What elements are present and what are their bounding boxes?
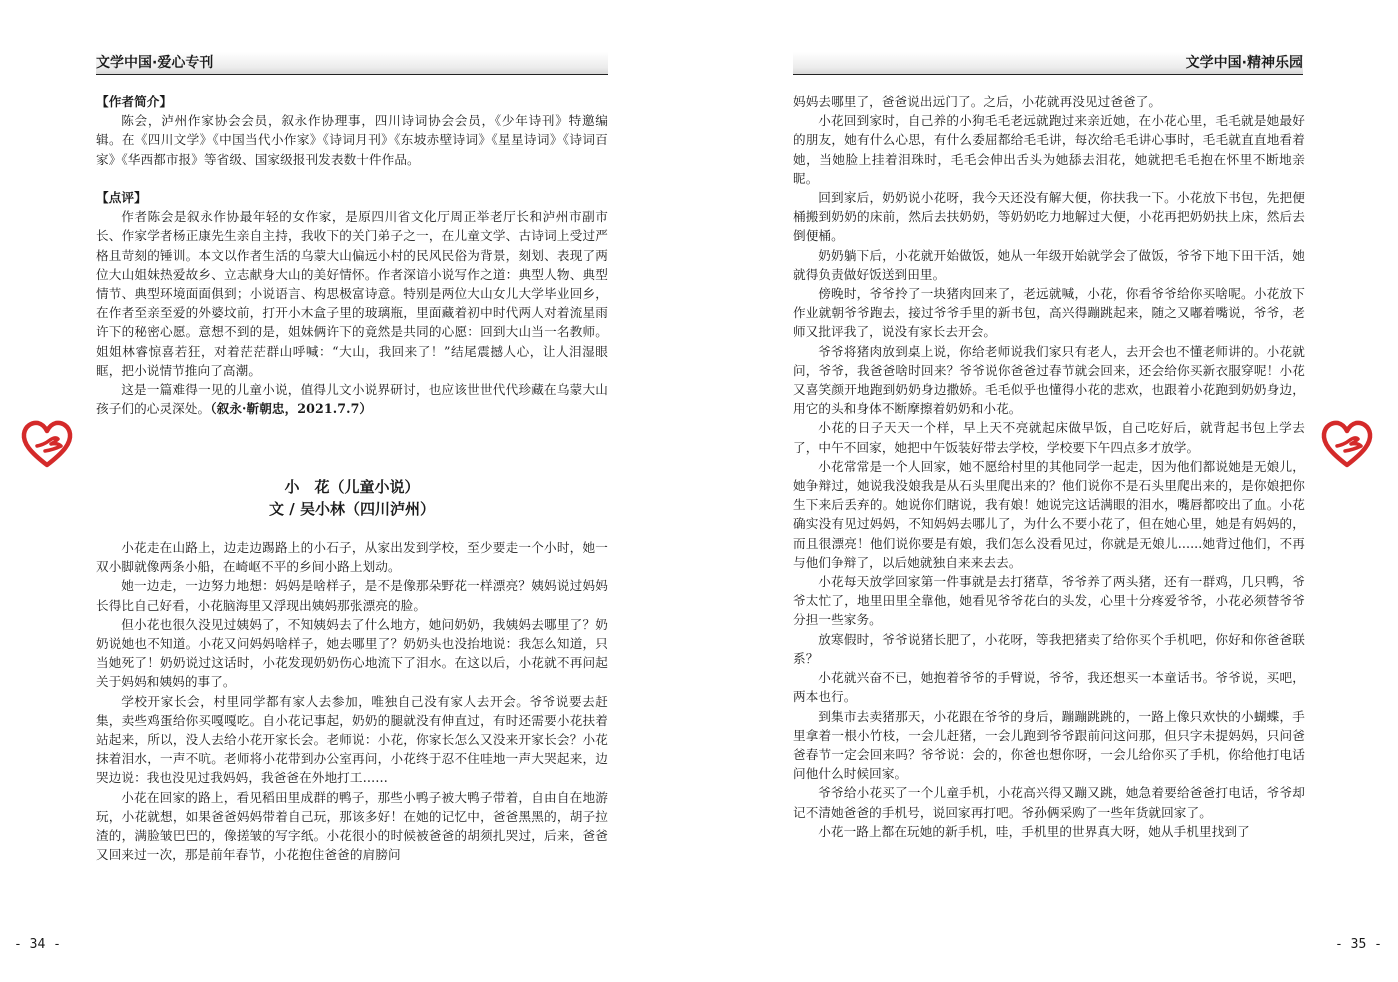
- page-number-right: - 35 -: [1335, 937, 1382, 952]
- story-body-right: [793, 92, 1305, 841]
- story-byline: 文 / 吴小林（四川泸州）: [269, 500, 435, 518]
- story-paragraph: 回到家后，奶奶说小花呀，我今天还没有解大便，你扶我一下。小花放下书包，先把便桶搬到奶奶的床前，然后去扶奶奶，等奶奶吃力地解过大便，小花再把奶奶扶上床，然后去倒便桶。: [793, 190, 1305, 244]
- review-closing-text: 这是一篇难得一见的儿童小说，值得儿文小说界研讨，也应该世世代代珍藏在乌蒙大山孩子们的心灵深处。: [96, 382, 608, 417]
- story-body-left: [96, 538, 608, 864]
- author-intro-text: 陈会，泸州作家协会会员，叙永作协理事，四川诗词协会会员，《少年诗刊》特邀编辑。在《四川文学》《中国当代小作家》《诗词月刊》《东坡赤壁诗词》《星星诗词》《诗词百家》《华西都市报》等省级、国家级报刊发表数十件作品。: [96, 113, 608, 167]
- story-paragraph: 小花走在山路上，边走边踢路上的小石子，从家出发到学校，至少要走一个小时，她一双小脚就像两条小船，在崎岖不平的乡间小路上划动。: [96, 540, 608, 575]
- story-paragraph: 小花在回家的路上，看见稻田里成群的鸭子，那些小鸭子被大鸭子带着，自由自在地游玩，小花就想，如果爸爸妈妈带着自己玩，那该多好！在她的记忆中，爸爸黑黑的，胡子拉渣的，满脸皱巴巴的，像搓皱的写字纸。小花很小的时候被爸爸的胡须扎哭过，后来，爸爸又回来过一次，那是前年春节，小花抱住爸爸的肩膀问: [96, 789, 608, 863]
- story-paragraph: 小花的日子天天一个样，早上天不亮就起床做早饭，自己吃好后，就背起书包上学去了，中午不回家，她把中午饭装好带去学校，学校要下午四点多才放学。: [793, 420, 1305, 455]
- story-paragraph: 小花一路上都在玩她的新手机，哇，手机里的世界真大呀，她从手机里找到了: [818, 823, 1250, 839]
- left-page-header: 文学中国·爱心专刊: [96, 52, 608, 75]
- author-intro-label: 【作者简介】: [96, 94, 173, 109]
- author-intro-section: [96, 92, 608, 169]
- heart-hand-icon: [20, 418, 74, 470]
- story-continuation-line: 妈妈去哪里了，爸爸说出远门了。之后，小花就再没见过爸爸了。: [793, 94, 1162, 109]
- story-paragraph: 到集市去卖猪那天，小花跟在爷爷的身后，蹦蹦跳跳的，一路上像只欢快的小蝴蝶，手里拿着一根小竹枝，一会儿赶猪，一会儿跑到爷爷跟前问这问那，但只字未提妈妈，只问爸爸春节一定会回来吗？爷爷说：会的，你爸也想你呀，一会儿给你买了手机，你给他打电话问他什么时候回家。: [793, 708, 1305, 782]
- story-paragraph: 爷爷将猪肉放到桌上说，你给老师说我们家只有老人，去开会也不懂老师讲的。小花就问，爷爷，我爸爸啥时回来？爷爷说你爸爸过春节就会回来，还会给你买新衣服穿呢！小花又喜笑颜开地跑到奶奶身边撒娇。毛毛似乎也懂得小花的悲欢，也跟着小花跑到奶奶身边，用它的头和身体不断摩擦着奶奶和小花。: [793, 343, 1305, 417]
- story-paragraph: 小花就兴奋不已，她抱着爷爷的手臂说，爷爷，我还想买一本童话书。爷爷说，买吧，两本也行。: [793, 670, 1305, 705]
- story-paragraph: 小花回到家时，自己养的小狗毛毛老远就跑过来亲近她，在小花心里，毛毛就是她最好的朋友，她有什么心思，有什么委屈都给毛毛讲，每次给毛毛讲心事时，毛毛就直直地看着她，当她脸上挂着泪珠时，毛毛会伸出舌头为她舔去泪花，她就把毛毛抱在怀里不断地亲昵。: [793, 113, 1305, 186]
- story-title: 小 花（儿童小说）: [284, 478, 420, 496]
- story-paragraph: 小花常常是一个人回家，她不愿给村里的其他同学一起走，因为他们都说她是无娘儿，她争辩过，她说我没娘我是从石头里爬出来的？他们说你不是石头里爬出来的，是你娘把你生下来后丢弃的。她说你们瞎说，我有娘！她说完这话满眼的泪水，嘴唇都咬出了血。小花确实没有见过妈妈，不知妈妈去哪儿了，为什么不要小花了，但在她心里，她是有妈妈的，而且很漂亮！他们说你要是有娘，我们怎么没看见过，你就是无娘儿......她背过他们，不再与他们争辩了，以后她就独自来来去去。: [793, 458, 1305, 570]
- review-paragraph: [96, 380, 608, 418]
- story-paragraph: 傍晚时，爷爷拎了一块猪肉回来了，老远就喊，小花，你看爷爷给你买啥呢。小花放下作业就朝爷爷跑去，接过爷爷手里的新书包，高兴得蹦跳起来，随之又嘟着嘴说，爷爷，老师又批评我了，说没有家长去开会。: [793, 286, 1305, 340]
- right-page: [699, 0, 1398, 982]
- review-signature: （叙永·靳朝忠，2021.7.7）: [210, 401, 373, 417]
- story-paragraph: 放寒假时，爷爷说猪长肥了，小花呀，等我把猪卖了给你买个手机吧，你好和你爸爸联系？: [793, 631, 1305, 666]
- review-section: [96, 188, 608, 418]
- story-paragraph: 学校开家长会，村里同学都有家人去参加，唯独自己没有家人去开会。爷爷说要去赶集，卖些鸡蛋给你买嘎嘎吃。自小花记事起，奶奶的腿就没有伸直过，有时还需要小花扶着站起来，所以，没人去给小花开家长会。老师说：小花，你家长怎么又没来开家长会？小花抹着泪水，一声不吭。老师将小花带到办公室再问，小花终于忍不住哇地一声大哭起来，边哭边说：我也没见过我妈妈，我爸爸在外地打工……: [96, 693, 608, 786]
- story-paragraph: 小花每天放学回家第一件事就是去打猪草，爷爷养了两头猪，还有一群鸡，几只鸭，爷爷太忙了，地里田里全靠他，她看见爷爷花白的头发，心里十分疼爱爷爷，小花必须替爷爷分担一些家务。: [793, 574, 1305, 628]
- review-paragraph: 作者陈会是叙永作协最年轻的女作家，是原四川省文化厅周正举老厅长和泸州市副市长、作家学者杨正康先生亲自主持，我收下的关门弟子之一，在儿童文学、古诗词上受过严格且苛刻的锤训。本文以作者生活的乌蒙大山偏远小村的民风民俗为背景，刻划、表现了两位大山姐妹热爱故乡、立志献身大山的美好情怀。作者深谙小说写作之道：典型人物、典型情节、典型环境面面俱到；小说语言、构思极富诗意。特别是两位大山女儿大学毕业回乡，在作者至亲至爱的外婆坟前，打开小木盒子里的玻璃瓶，里面藏着初中时代两人对着流星雨许下的秘密心愿。意想不到的是，姐妹俩许下的竟然是共同的心愿：回到大山当一名教师。姐姐林睿惊喜若狂，对着茫茫群山呼喊：“大山，我回来了！”结尾震撼人心，让人泪湿眼眶，把小说情节推向了高潮。: [96, 209, 608, 378]
- story-paragraph: 爷爷给小花买了一个儿童手机，小花高兴得又蹦又跳，她急着要给爸爸打电话，爷爷却记不清她爸爸的手机号，说回家再打吧。爷孙俩采购了一些年货就回家了。: [793, 785, 1305, 820]
- heart-hand-icon: [1320, 418, 1374, 470]
- right-page-header: 文学中国·精神乐园: [793, 52, 1303, 75]
- story-paragraph: 但小花也很久没见过姨妈了，不知姨妈去了什么地方，她问奶奶，我姨妈去哪里了？奶奶说她也不知道。小花又问妈妈啥样子，她去哪里了？奶奶头也没抬地说：我怎么知道，只当她死了！奶奶说过这话时，小花发现奶奶伤心地流下了泪水。在这以后，小花就不再问起关于妈妈和姨妈的事了。: [96, 616, 608, 690]
- page-number-left: - 34 -: [14, 937, 61, 952]
- review-label: 【点评】: [96, 190, 147, 205]
- story-paragraph: 奶奶躺下后，小花就开始做饭，她从一年级开始就学会了做饭，爷爷下地下田干活，她就得负责做好饭送到田里。: [793, 247, 1305, 282]
- story-paragraph: 她一边走，一边努力地想：妈妈是啥样子，是不是像那朵野花一样漂亮？姨妈说过妈妈长得比自己好看，小花脑海里又浮现出姨妈那张漂亮的脸。: [96, 578, 608, 613]
